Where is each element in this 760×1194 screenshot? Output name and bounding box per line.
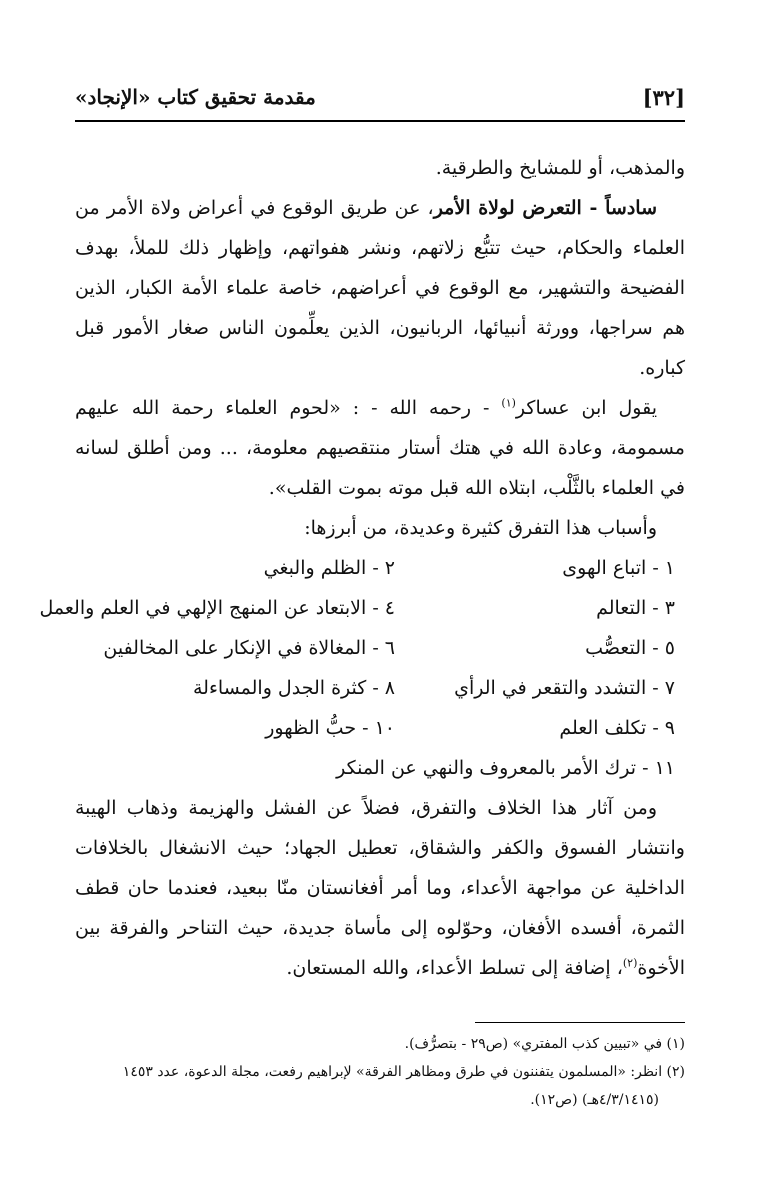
footnote-2: (٢) انظر: «المسلمون يتفننون في طرق ومظاهر الفرقة» لإبراهيم رفعت، مجلة الدعوة، عدد ١٤٥٣ bbox=[122, 1064, 685, 1080]
effects-end: ، إضافة إلى تسلط الأعداء، والله المستعان. bbox=[286, 957, 623, 979]
list-item: ٩ - تكلف العلم bbox=[559, 717, 675, 739]
sixth-heading: سادساً - التعرض لولاة الأمر bbox=[433, 197, 657, 219]
list-item: ١ - اتباع الهوى bbox=[562, 557, 675, 579]
list-item: ١٠ - حبُّ الظهور bbox=[265, 717, 395, 739]
list-item: ١١ - ترك الأمر بالمعروف والنهي عن المنكر bbox=[336, 757, 675, 779]
sixth-paragraph bbox=[75, 188, 685, 388]
quote-intro: يقول ابن عساكر bbox=[515, 397, 658, 419]
footnote-ref-1[interactable]: (١) bbox=[501, 396, 516, 410]
page-header bbox=[75, 80, 685, 122]
list-item: ٧ - التشدد والتقعر في الرأي bbox=[454, 677, 675, 699]
body-text bbox=[39, 148, 685, 988]
footnote-2-continued: (٤/٣/١٤١٥هـ) (ص١٢). bbox=[530, 1092, 659, 1108]
intro-line: والمذهب، أو للمشايخ والطرقية. bbox=[435, 157, 685, 179]
list-item: ٤ - الابتعاد عن المنهج الإلهي في العلم والعمل bbox=[39, 597, 395, 619]
effects-paragraph bbox=[75, 788, 685, 988]
list-item: ٣ - التعالم bbox=[596, 597, 675, 619]
running-title: مقدمة تحقيق كتاب «الإنجاد» bbox=[75, 85, 316, 109]
causes-list bbox=[39, 548, 685, 748]
footnotes bbox=[75, 1030, 685, 1114]
quote-paragraph bbox=[75, 388, 685, 508]
page-number: [٣٢] bbox=[642, 84, 685, 110]
footnote-1: (١) في «تبيين كذب المفتري» (ص٢٩ - بتصرُّف). bbox=[404, 1036, 685, 1052]
list-item: ٦ - المغالاة في الإنكار على المخالفين bbox=[103, 637, 395, 659]
footnote-divider bbox=[475, 1022, 685, 1023]
quote-text: - رحمه الله - : «لحوم العلماء رحمة الله عليهم مسمومة، وعادة الله في هتك أستار منتقصيهم معلومة، ... ومن أطلق لسانه في العلماء بالثَّلْب، ابتلاه الله قبل موته بموت القلب». bbox=[75, 397, 685, 499]
list-item: ٨ - كثرة الجدل والمساءلة bbox=[193, 677, 395, 699]
footnote-ref-2[interactable]: (٢) bbox=[622, 956, 638, 970]
effects-text: ومن آثار هذا الخلاف والتفرق، فضلاً عن الفشل والهزيمة وذهاب الهيبة وانتشار الفسوق والكفر والشقاق، تعطيل الجهاد؛ حيث الانشغال بالخلافات الداخلية عن مواجهة الأعداء، وما أمر أفغانستان منّا ببعيد، فعندما حان قطف الثمرة، أفسده الأفغان، وحوّلوه إلى مأساة جديدة، حيث التناحر والفرقة بين الأخوة bbox=[75, 797, 685, 979]
sixth-text: ، عن طريق الوقوع في أعراض ولاة الأمر من العلماء والحكام، حيث تتبُّع زلاتهم، ونشر هفواتهم، وإظهار ذلك للملأ، بهدف الفضيحة والتشهير، مع الوقوع في أعراضهم، خاصة علماء الأمة الكبار، الذين هم سراجها، وورثة أنبيائها، الربانيون، الذين يعلِّمون الناس صغار الأمور قبل كباره. bbox=[75, 197, 685, 379]
list-item: ٢ - الظلم والبغي bbox=[263, 557, 395, 579]
list-item: ٥ - التعصُّب bbox=[585, 637, 675, 659]
causes-intro: وأسباب هذا التفرق كثيرة وعديدة، من أبرزها: bbox=[304, 517, 657, 539]
